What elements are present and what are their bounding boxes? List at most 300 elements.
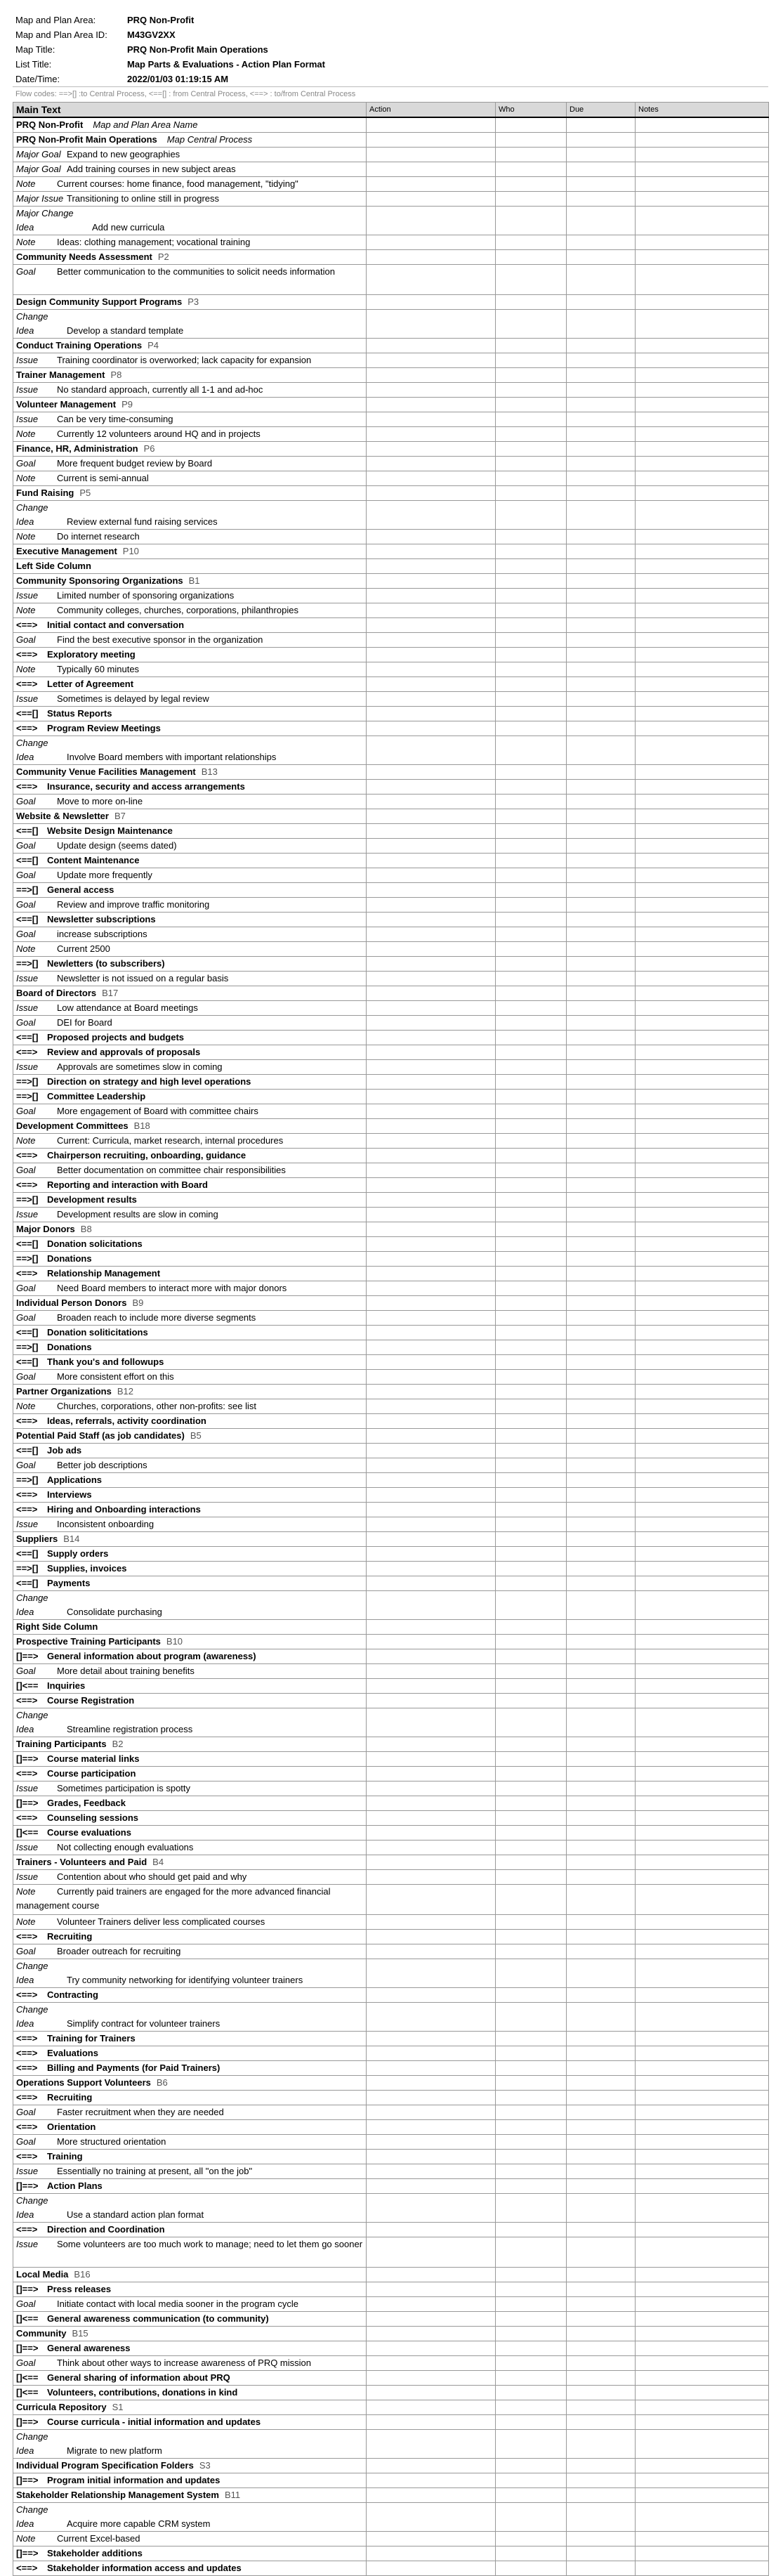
notes-cell[interactable]: [636, 1708, 769, 1737]
notes-cell[interactable]: [636, 2532, 769, 2546]
notes-cell[interactable]: [636, 368, 769, 383]
action-cell[interactable]: [367, 1517, 496, 1532]
main-text-cell[interactable]: [13, 1090, 367, 1104]
main-text-cell[interactable]: [13, 603, 367, 618]
main-text-cell[interactable]: [13, 2356, 367, 2371]
who-cell[interactable]: [496, 207, 567, 235]
due-cell[interactable]: [567, 1752, 636, 1767]
notes-cell[interactable]: [636, 1679, 769, 1694]
notes-cell[interactable]: [636, 603, 769, 618]
due-cell[interactable]: [567, 898, 636, 913]
notes-cell[interactable]: [636, 1326, 769, 1340]
who-cell[interactable]: [496, 2546, 567, 2561]
who-cell[interactable]: [496, 2312, 567, 2327]
notes-cell[interactable]: [636, 442, 769, 457]
main-text-cell[interactable]: [13, 1016, 367, 1031]
due-cell[interactable]: [567, 310, 636, 339]
who-cell[interactable]: [496, 1311, 567, 1326]
main-text-cell[interactable]: [13, 1340, 367, 1355]
main-text-cell[interactable]: [13, 1178, 367, 1193]
due-cell[interactable]: [567, 1311, 636, 1326]
action-cell[interactable]: [367, 1104, 496, 1119]
due-cell[interactable]: [567, 2327, 636, 2341]
due-cell[interactable]: [567, 1870, 636, 1885]
due-cell[interactable]: [567, 1340, 636, 1355]
who-cell[interactable]: [496, 2091, 567, 2105]
who-cell[interactable]: [496, 1296, 567, 1311]
who-cell[interactable]: [496, 530, 567, 544]
main-text-cell[interactable]: [13, 1001, 367, 1016]
notes-cell[interactable]: [636, 2061, 769, 2076]
action-cell[interactable]: [367, 1767, 496, 1781]
who-cell[interactable]: [496, 383, 567, 398]
action-cell[interactable]: [367, 707, 496, 721]
notes-cell[interactable]: [636, 2386, 769, 2400]
due-cell[interactable]: [567, 2503, 636, 2532]
action-cell[interactable]: [367, 265, 496, 295]
main-text-cell[interactable]: [13, 442, 367, 457]
who-cell[interactable]: [496, 1031, 567, 1045]
action-cell[interactable]: [367, 1576, 496, 1591]
action-cell[interactable]: [367, 1267, 496, 1281]
due-cell[interactable]: [567, 1355, 636, 1370]
due-cell[interactable]: [567, 530, 636, 544]
main-text-cell[interactable]: [13, 1591, 367, 1620]
main-text-cell[interactable]: [13, 2459, 367, 2473]
due-cell[interactable]: [567, 765, 636, 780]
main-text-cell[interactable]: [13, 1370, 367, 1385]
who-cell[interactable]: [496, 927, 567, 942]
who-cell[interactable]: [496, 854, 567, 868]
main-text-cell[interactable]: [13, 1222, 367, 1237]
due-cell[interactable]: [567, 589, 636, 603]
who-cell[interactable]: [496, 1635, 567, 1649]
main-text-cell[interactable]: [13, 736, 367, 765]
who-cell[interactable]: [496, 942, 567, 957]
main-text-cell[interactable]: [13, 339, 367, 353]
action-cell[interactable]: [367, 1016, 496, 1031]
main-text-cell[interactable]: [13, 162, 367, 177]
due-cell[interactable]: [567, 2135, 636, 2150]
notes-cell[interactable]: [636, 427, 769, 442]
notes-cell[interactable]: [636, 1576, 769, 1591]
main-text-cell[interactable]: [13, 1355, 367, 1370]
action-cell[interactable]: [367, 1399, 496, 1414]
action-cell[interactable]: [367, 2135, 496, 2150]
notes-cell[interactable]: [636, 1811, 769, 1826]
action-cell[interactable]: [367, 310, 496, 339]
main-text-cell[interactable]: [13, 2135, 367, 2150]
due-cell[interactable]: [567, 117, 636, 133]
notes-cell[interactable]: [636, 1237, 769, 1252]
main-text-cell[interactable]: [13, 1796, 367, 1811]
main-text-cell[interactable]: [13, 1104, 367, 1119]
who-cell[interactable]: [496, 957, 567, 972]
main-text-cell[interactable]: [13, 1517, 367, 1532]
action-cell[interactable]: [367, 736, 496, 765]
action-cell[interactable]: [367, 2237, 496, 2268]
action-cell[interactable]: [367, 1959, 496, 1988]
main-text-cell[interactable]: [13, 133, 367, 148]
action-cell[interactable]: [367, 2164, 496, 2179]
who-cell[interactable]: [496, 2032, 567, 2046]
notes-cell[interactable]: [636, 250, 769, 265]
notes-cell[interactable]: [636, 310, 769, 339]
notes-cell[interactable]: [636, 2356, 769, 2371]
who-cell[interactable]: [496, 692, 567, 707]
action-cell[interactable]: [367, 1340, 496, 1355]
due-cell[interactable]: [567, 1796, 636, 1811]
who-cell[interactable]: [496, 1679, 567, 1694]
notes-cell[interactable]: [636, 1781, 769, 1796]
main-text-cell[interactable]: [13, 1944, 367, 1959]
notes-cell[interactable]: [636, 1001, 769, 1016]
action-cell[interactable]: [367, 972, 496, 986]
notes-cell[interactable]: [636, 1267, 769, 1281]
notes-cell[interactable]: [636, 1620, 769, 1635]
who-cell[interactable]: [496, 2120, 567, 2135]
who-cell[interactable]: [496, 2415, 567, 2430]
who-cell[interactable]: [496, 427, 567, 442]
main-text-cell[interactable]: [13, 1473, 367, 1488]
notes-cell[interactable]: [636, 177, 769, 192]
action-cell[interactable]: [367, 250, 496, 265]
col-who[interactable]: Who: [496, 103, 567, 118]
action-cell[interactable]: [367, 1679, 496, 1694]
main-text-cell[interactable]: [13, 2223, 367, 2237]
action-cell[interactable]: [367, 1252, 496, 1267]
notes-cell[interactable]: [636, 883, 769, 898]
main-text-cell[interactable]: [13, 1885, 367, 1915]
due-cell[interactable]: [567, 295, 636, 310]
due-cell[interactable]: [567, 2105, 636, 2120]
notes-cell[interactable]: [636, 1252, 769, 1267]
notes-cell[interactable]: [636, 1855, 769, 1870]
who-cell[interactable]: [496, 1562, 567, 1576]
due-cell[interactable]: [567, 1841, 636, 1855]
who-cell[interactable]: [496, 898, 567, 913]
who-cell[interactable]: [496, 2503, 567, 2532]
due-cell[interactable]: [567, 2237, 636, 2268]
main-text-cell[interactable]: [13, 2003, 367, 2032]
notes-cell[interactable]: [636, 1562, 769, 1576]
who-cell[interactable]: [496, 2164, 567, 2179]
action-cell[interactable]: [367, 1355, 496, 1370]
notes-cell[interactable]: [636, 2473, 769, 2488]
due-cell[interactable]: [567, 1915, 636, 1930]
who-cell[interactable]: [496, 2488, 567, 2503]
who-cell[interactable]: [496, 839, 567, 854]
main-text-cell[interactable]: [13, 353, 367, 368]
who-cell[interactable]: [496, 1016, 567, 1031]
notes-cell[interactable]: [636, 927, 769, 942]
due-cell[interactable]: [567, 1281, 636, 1296]
action-cell[interactable]: [367, 1385, 496, 1399]
due-cell[interactable]: [567, 603, 636, 618]
due-cell[interactable]: [567, 177, 636, 192]
notes-cell[interactable]: [636, 2135, 769, 2150]
action-cell[interactable]: [367, 530, 496, 544]
due-cell[interactable]: [567, 427, 636, 442]
who-cell[interactable]: [496, 2194, 567, 2223]
action-cell[interactable]: [367, 559, 496, 574]
main-text-cell[interactable]: [13, 1252, 367, 1267]
main-text-cell[interactable]: [13, 1488, 367, 1503]
due-cell[interactable]: [567, 1679, 636, 1694]
action-cell[interactable]: [367, 1134, 496, 1149]
notes-cell[interactable]: [636, 1664, 769, 1679]
notes-cell[interactable]: [636, 2341, 769, 2356]
who-cell[interactable]: [496, 2003, 567, 2032]
notes-cell[interactable]: [636, 1163, 769, 1178]
who-cell[interactable]: [496, 868, 567, 883]
who-cell[interactable]: [496, 1517, 567, 1532]
notes-cell[interactable]: [636, 1045, 769, 1060]
due-cell[interactable]: [567, 1562, 636, 1576]
notes-cell[interactable]: [636, 574, 769, 589]
notes-cell[interactable]: [636, 589, 769, 603]
action-cell[interactable]: [367, 2150, 496, 2164]
main-text-cell[interactable]: [13, 501, 367, 530]
due-cell[interactable]: [567, 2356, 636, 2371]
due-cell[interactable]: [567, 2532, 636, 2546]
who-cell[interactable]: [496, 1444, 567, 1458]
main-text-cell[interactable]: [13, 1532, 367, 1547]
action-cell[interactable]: [367, 1781, 496, 1796]
due-cell[interactable]: [567, 398, 636, 412]
who-cell[interactable]: [496, 2386, 567, 2400]
who-cell[interactable]: [496, 707, 567, 721]
who-cell[interactable]: [496, 1385, 567, 1399]
notes-cell[interactable]: [636, 1930, 769, 1944]
due-cell[interactable]: [567, 1959, 636, 1988]
due-cell[interactable]: [567, 707, 636, 721]
who-cell[interactable]: [496, 1119, 567, 1134]
due-cell[interactable]: [567, 2003, 636, 2032]
action-cell[interactable]: [367, 471, 496, 486]
action-cell[interactable]: [367, 913, 496, 927]
main-text-cell[interactable]: [13, 1930, 367, 1944]
notes-cell[interactable]: [636, 839, 769, 854]
notes-cell[interactable]: [636, 1503, 769, 1517]
notes-cell[interactable]: [636, 2282, 769, 2297]
action-cell[interactable]: [367, 1826, 496, 1841]
due-cell[interactable]: [567, 442, 636, 457]
due-cell[interactable]: [567, 957, 636, 972]
due-cell[interactable]: [567, 2091, 636, 2105]
due-cell[interactable]: [567, 2164, 636, 2179]
action-cell[interactable]: [367, 2223, 496, 2237]
notes-cell[interactable]: [636, 2150, 769, 2164]
notes-cell[interactable]: [636, 1296, 769, 1311]
main-text-cell[interactable]: [13, 913, 367, 927]
action-cell[interactable]: [367, 398, 496, 412]
main-text-cell[interactable]: [13, 854, 367, 868]
notes-cell[interactable]: [636, 898, 769, 913]
due-cell[interactable]: [567, 1547, 636, 1562]
main-text-cell[interactable]: [13, 1708, 367, 1737]
due-cell[interactable]: [567, 2268, 636, 2282]
main-text-cell[interactable]: [13, 1296, 367, 1311]
due-cell[interactable]: [567, 986, 636, 1001]
action-cell[interactable]: [367, 1326, 496, 1340]
action-cell[interactable]: [367, 1737, 496, 1752]
who-cell[interactable]: [496, 2223, 567, 2237]
notes-cell[interactable]: [636, 2415, 769, 2430]
who-cell[interactable]: [496, 559, 567, 574]
due-cell[interactable]: [567, 618, 636, 633]
main-text-cell[interactable]: [13, 192, 367, 207]
action-cell[interactable]: [367, 633, 496, 648]
notes-cell[interactable]: [636, 2120, 769, 2135]
main-text-cell[interactable]: [13, 662, 367, 677]
due-cell[interactable]: [567, 2400, 636, 2415]
action-cell[interactable]: [367, 207, 496, 235]
due-cell[interactable]: [567, 412, 636, 427]
notes-cell[interactable]: [636, 207, 769, 235]
who-cell[interactable]: [496, 1429, 567, 1444]
action-cell[interactable]: [367, 457, 496, 471]
main-text-cell[interactable]: [13, 1075, 367, 1090]
due-cell[interactable]: [567, 559, 636, 574]
main-text-cell[interactable]: [13, 1959, 367, 1988]
who-cell[interactable]: [496, 471, 567, 486]
who-cell[interactable]: [496, 662, 567, 677]
who-cell[interactable]: [496, 1326, 567, 1340]
who-cell[interactable]: [496, 1045, 567, 1060]
notes-cell[interactable]: [636, 913, 769, 927]
action-cell[interactable]: [367, 192, 496, 207]
main-text-cell[interactable]: [13, 2327, 367, 2341]
due-cell[interactable]: [567, 2561, 636, 2576]
due-cell[interactable]: [567, 368, 636, 383]
main-text-cell[interactable]: [13, 1281, 367, 1296]
action-cell[interactable]: [367, 1944, 496, 1959]
main-text-cell[interactable]: [13, 265, 367, 295]
notes-cell[interactable]: [636, 1104, 769, 1119]
due-cell[interactable]: [567, 1444, 636, 1458]
main-text-cell[interactable]: [13, 235, 367, 250]
action-cell[interactable]: [367, 2046, 496, 2061]
who-cell[interactable]: [496, 1134, 567, 1149]
action-cell[interactable]: [367, 2061, 496, 2076]
action-cell[interactable]: [367, 1193, 496, 1208]
action-cell[interactable]: [367, 662, 496, 677]
who-cell[interactable]: [496, 2561, 567, 2576]
who-cell[interactable]: [496, 457, 567, 471]
who-cell[interactable]: [496, 2473, 567, 2488]
who-cell[interactable]: [496, 1503, 567, 1517]
due-cell[interactable]: [567, 1944, 636, 1959]
due-cell[interactable]: [567, 2341, 636, 2356]
action-cell[interactable]: [367, 2473, 496, 2488]
who-cell[interactable]: [496, 1458, 567, 1473]
who-cell[interactable]: [496, 883, 567, 898]
main-text-cell[interactable]: [13, 1429, 367, 1444]
who-cell[interactable]: [496, 1547, 567, 1562]
action-cell[interactable]: [367, 1208, 496, 1222]
notes-cell[interactable]: [636, 1944, 769, 1959]
due-cell[interactable]: [567, 383, 636, 398]
notes-cell[interactable]: [636, 1870, 769, 1885]
notes-cell[interactable]: [636, 662, 769, 677]
action-cell[interactable]: [367, 1870, 496, 1885]
notes-cell[interactable]: [636, 1016, 769, 1031]
main-text-cell[interactable]: [13, 1060, 367, 1075]
action-cell[interactable]: [367, 2003, 496, 2032]
main-text-cell[interactable]: [13, 1311, 367, 1326]
main-text-cell[interactable]: [13, 486, 367, 501]
notes-cell[interactable]: [636, 1517, 769, 1532]
who-cell[interactable]: [496, 1841, 567, 1855]
notes-cell[interactable]: [636, 618, 769, 633]
due-cell[interactable]: [567, 1708, 636, 1737]
main-text-cell[interactable]: [13, 2150, 367, 2164]
notes-cell[interactable]: [636, 1149, 769, 1163]
who-cell[interactable]: [496, 1252, 567, 1267]
due-cell[interactable]: [567, 1222, 636, 1237]
notes-cell[interactable]: [636, 1370, 769, 1385]
action-cell[interactable]: [367, 2546, 496, 2561]
action-cell[interactable]: [367, 1296, 496, 1311]
notes-cell[interactable]: [636, 1075, 769, 1090]
due-cell[interactable]: [567, 148, 636, 162]
who-cell[interactable]: [496, 133, 567, 148]
main-text-cell[interactable]: [13, 1458, 367, 1473]
main-text-cell[interactable]: [13, 1326, 367, 1340]
action-cell[interactable]: [367, 1149, 496, 1163]
who-cell[interactable]: [496, 1104, 567, 1119]
action-cell[interactable]: [367, 883, 496, 898]
who-cell[interactable]: [496, 1752, 567, 1767]
notes-cell[interactable]: [636, 765, 769, 780]
who-cell[interactable]: [496, 780, 567, 795]
main-text-cell[interactable]: [13, 1620, 367, 1635]
due-cell[interactable]: [567, 1104, 636, 1119]
due-cell[interactable]: [567, 1767, 636, 1781]
who-cell[interactable]: [496, 913, 567, 927]
main-text-cell[interactable]: [13, 2091, 367, 2105]
notes-cell[interactable]: [636, 736, 769, 765]
main-text-cell[interactable]: [13, 2503, 367, 2532]
who-cell[interactable]: [496, 1649, 567, 1664]
due-cell[interactable]: [567, 1178, 636, 1193]
action-cell[interactable]: [367, 2120, 496, 2135]
main-text-cell[interactable]: [13, 795, 367, 809]
action-cell[interactable]: [367, 133, 496, 148]
notes-cell[interactable]: [636, 265, 769, 295]
main-text-cell[interactable]: [13, 1193, 367, 1208]
action-cell[interactable]: [367, 1045, 496, 1060]
main-text-cell[interactable]: [13, 1503, 367, 1517]
who-cell[interactable]: [496, 2282, 567, 2297]
action-cell[interactable]: [367, 589, 496, 603]
action-cell[interactable]: [367, 1458, 496, 1473]
action-cell[interactable]: [367, 235, 496, 250]
main-text-cell[interactable]: [13, 1781, 367, 1796]
due-cell[interactable]: [567, 854, 636, 868]
action-cell[interactable]: [367, 2327, 496, 2341]
due-cell[interactable]: [567, 574, 636, 589]
action-cell[interactable]: [367, 648, 496, 662]
action-cell[interactable]: [367, 957, 496, 972]
due-cell[interactable]: [567, 633, 636, 648]
action-cell[interactable]: [367, 2076, 496, 2091]
who-cell[interactable]: [496, 2459, 567, 2473]
notes-cell[interactable]: [636, 824, 769, 839]
notes-cell[interactable]: [636, 972, 769, 986]
due-cell[interactable]: [567, 677, 636, 692]
